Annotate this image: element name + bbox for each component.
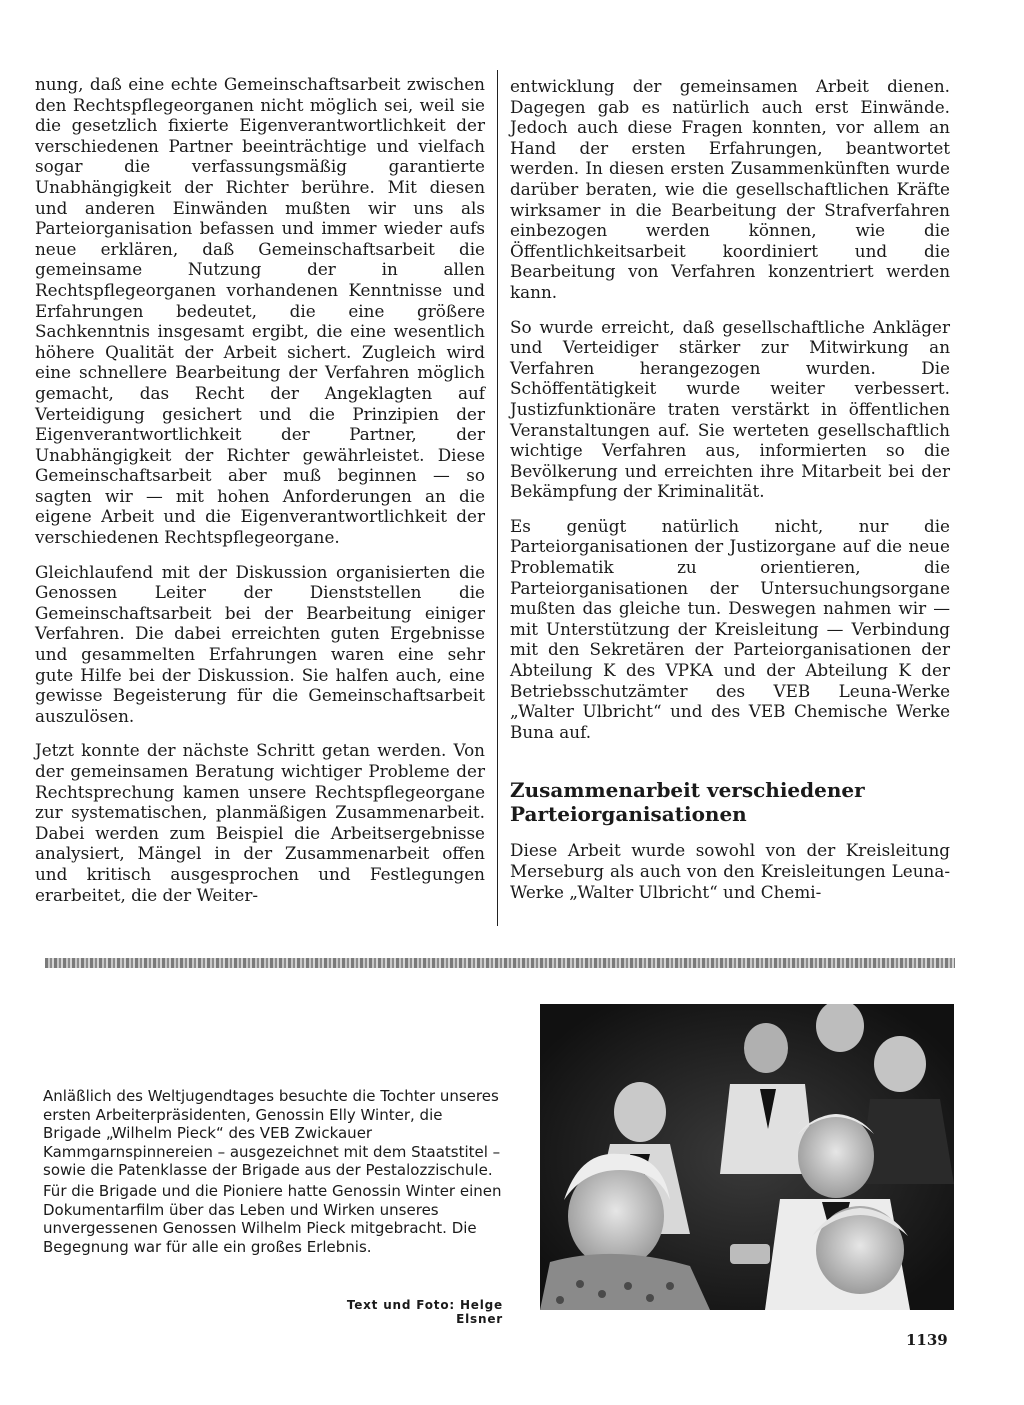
news-photo [540, 1004, 954, 1310]
paragraph: Diese Arbeit wurde sowohl von der Kreisleitung Merseburg als auch von den Kreisleitungen Leuna-Werke „Walter Ulbricht“ und Chemi- [510, 840, 950, 902]
paragraph: entwicklung der gemeinsamen Arbeit dienen. Dagegen gab es natürlich auch erst Einwände. Jedoch auch diese Fragen konnten, vor allem an Hand der ersten Erfahrungen, beantwortet werden. In diesen ersten Zusammenkünften wurde darüber beraten, wie die gesellschaftlichen Kräfte wirksamer in die Bearbeitung der Strafverfahren einbezogen werden können, wie die Öffentlichkeitsarbeit koordiniert und die Bearbeitung von Verfahren konzentriert werden kann. [510, 76, 950, 302]
caption-paragraph: Anläßlich des Weltjugendtages besuchte die Tochter unseres ersten Arbeiterpräsidenten, Genossin Elly Winter, die Brigade „Wilhelm Pieck“ des VEB Zwickauer Kammgarnspinnereien – ausgezeichnet mit dem Staatstitel – sowie die Patenklasse der Brigade aus der Pestalozzischule. [43, 1087, 501, 1180]
photo-caption [43, 1087, 505, 1258]
paragraph: So wurde erreicht, daß gesellschaftliche Ankläger und Verteidiger stärker zur Mitwirkung an Verfahren herangezogen wurden. Die Schöffentätigkeit wurde weiter verbessert. Justizfunktionäre traten verstärkt in öffentlichen Veranstaltungen auf. Sie werteten gesellschaftlich wichtige Verfahren aus, informierten so die Bevölkerung und erreichten ihre Mitarbeit bei der Bekämpfung der Kriminalität. [510, 316, 950, 502]
page-number: 1139 [906, 1331, 948, 1349]
photo-illustration [540, 1004, 954, 1310]
paragraph: nung, daß eine echte Gemeinschaftsarbeit zwischen den Rechtspflegeorganen nicht möglich sei, weil sie die gesetzlich fixierte Eigenverantwortlichkeit der verschiedenen Partner beeinträchtige und vielfach sogar die verfassungsmäßig garantierte Unabhängigkeit der Richter berühre. Mit diesen und anderen Einwänden mußten wir uns als Parteiorganisation befassen und immer wieder aufs neue erklären, daß Gemeinschaftsarbeit die gemeinsame Nutzung der in allen Rechtspflegeorganen vorhandenen Kenntnisse und Erfahrungen bedeutet, die eine größere Sachkenntnis insgesamt ergibt, die eine wesentlich höhere Qualität der Arbeit sichert. Zugleich wird eine schnellere Bearbeitung der Verfahren möglich gemacht, das Recht der Angeklagten auf Verteidigung gesichert und die Prinzipien der Eigenverantwortlichkeit der Partner, der Unabhängigkeit der Richter gewährleistet. Diese Gemeinschaftsarbeit aber muß beginnen — so sagten wir — mit hohen Anforderungen an die eigene Arbeit und die Eigenverantwortlichkeit der verschiedenen Rechtspflegeorgane. [35, 74, 485, 548]
caption-paragraph: Für die Brigade und die Pioniere hatte Genossin Winter einen Dokumentarfilm über das Leben und Wirken unseres unvergessenen Genossen Wilhelm Pieck mitgebracht. Die Begegnung war für alle ein großes Erlebnis. [43, 1181, 502, 1256]
article-right-column [510, 76, 950, 916]
paragraph: Gleichlaufend mit der Diskussion organisierten die Genossen Leiter der Dienststellen die Gemeinschaftsarbeit bei der Bearbeitung einiger Verfahren. Die dabei erreichten guten Ergebnisse und gesammelten Erfahrungen waren eine sehr gute Hilfe bei der Diskussion. Sie halfen auch, eine gewisse Begeisterung für die Gemeinschaftsarbeit auszulösen. [35, 561, 485, 726]
column-divider [497, 70, 498, 926]
photo-credit: Text und Foto: Helge Elsner [346, 1298, 503, 1326]
section-separator-rule [45, 958, 955, 968]
paragraph: Jetzt konnte der nächste Schritt getan werden. Von der gemeinsamen Beratung wichtiger Probleme der Rechtsprechung kamen unsere Rechtspflegeorgane zur systematischen, planmäßigen Zusammenarbeit. Dabei werden zum Beispiel die Arbeitsergebnisse analysiert, Mängel in der Zusammenarbeit offen und kritisch ausgesprochen und Festlegungen erarbeitet, die der Weiter- [35, 740, 485, 905]
section-heading: Zusammenarbeit verschiedener Parteiorganisationen [510, 778, 865, 827]
paragraph: Es genügt natürlich nicht, nur die Parteiorganisationen der Justizorgane auf die neue Problematik zu orientieren, die Parteiorganisationen der Untersuchungsorgane mußten das gleiche tun. Deswegen nahmen wir — mit Unterstützung der Kreisleitung — Verbindung mit den Sekretären der Parteiorganisationen der Abteilung K des VPKA und der Abteilung K der Betriebsschutzämter des VEB Leuna-Werke „Walter Ulbricht“ und des VEB Chemische Werke Buna auf. [510, 515, 950, 742]
article-left-column [35, 74, 485, 919]
